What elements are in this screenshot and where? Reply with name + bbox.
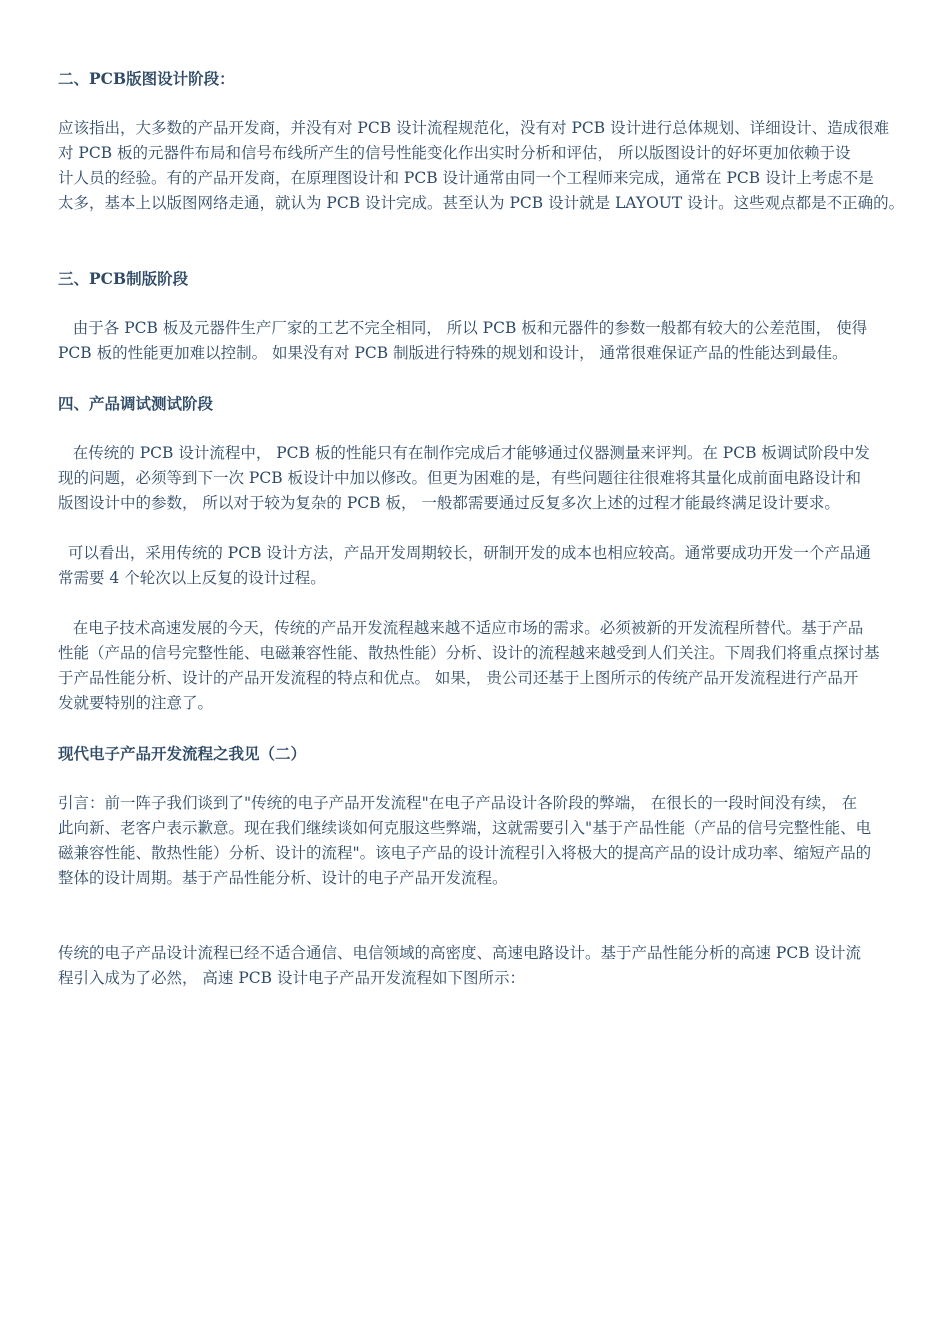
section-heading-debug-test: 四、产品调试测试阶段 <box>58 394 214 413</box>
text-line: 整体的设计周期。基于产品性能分析、设计的电子产品开发流程。 <box>58 869 508 887</box>
paragraph-debug-test <box>58 441 918 516</box>
paragraph-highspeed <box>58 941 918 991</box>
paragraph-cycle <box>58 541 918 591</box>
text-line: 程引入成为了必然， 高速 PCB 设计电子产品开发流程如下图所示： <box>58 969 525 987</box>
text-line: 现的问题，必须等到下一次 PCB 板设计中加以修改。但更为困难的是，有些问题往往很难将其量化成前面电路设计和 <box>58 469 862 487</box>
text-line: 计人员的经验。有的产品开发商，在原理图设计和 PCB 设计通常由同一个工程师来完成，通常在 PCB 设计上考虑不是 <box>58 169 874 187</box>
section-heading-modern: 现代电子产品开发流程之我见（二） <box>58 744 307 763</box>
text-line: 应该指出，大多数的产品开发商，并没有对 PCB 设计流程规范化，没有对 PCB 设计进行总体规划、详细设计、造成很难 <box>58 119 890 137</box>
text-line: 在电子技术高速发展的今天，传统的产品开发流程越来越不适应市场的需求。必须被新的开发流程所替代。基于产品 <box>58 619 864 637</box>
text-line: 对 PCB 板的元器件布局和信号布线所产生的信号性能变化作出实时分析和评估， 所以版图设计的好坏更加依赖于设 <box>58 144 851 162</box>
text-line: PCB 板的性能更加难以控制。 如果没有对 PCB 制版进行特殊的规划和设计， 通常很难保证产品的性能达到最佳。 <box>58 344 848 362</box>
text-line: 可以看出，采用传统的 PCB 设计方法，产品开发周期较长，研制开发的成本也相应较高。通常要成功开发一个产品通 <box>58 544 871 562</box>
text-line: 性能（产品的信号完整性能、电磁兼容性能、散热性能）分析、设计的流程越来越受到人们关注。下周我们将重点探讨基 <box>58 644 880 662</box>
paragraph-modern <box>58 791 918 891</box>
text-line: 引言：前一阵子我们谈到了"传统的电子产品开发流程"在电子产品设计各阶段的弊端， 在很长的一段时间没有续， 在 <box>58 794 858 812</box>
text-line: 磁兼容性能、散热性能）分析、设计的流程"。该电子产品的设计流程引入将极大的提高产品的设计成功率、缩短产品的 <box>58 844 872 862</box>
text-line: 发就要特别的注意了。 <box>58 694 214 712</box>
section-heading-pcb-layout: 二、PCB版图设计阶段： <box>58 69 235 88</box>
text-line: 版图设计中的参数， 所以对于较为复杂的 PCB 板， 一般都需要通过反复多次上述的过程才能最终满足设计要求。 <box>58 494 840 512</box>
text-line: 传统的电子产品设计流程已经不适合通信、电信领域的高密度、高速电路设计。基于产品性能分析的高速 PCB 设计流 <box>58 944 862 962</box>
text-line: 此向新、老客户表示歉意。现在我们继续谈如何克服这些弊端，这就需要引入"基于产品性能（产品的信号完整性能、电 <box>58 819 872 837</box>
paragraph-today <box>58 616 918 716</box>
section-heading-pcb-fab: 三、PCB制版阶段 <box>58 269 189 288</box>
text-line: 常需要 4 个轮次以上反复的设计过程。 <box>58 569 326 587</box>
text-line: 太多，基本上以版图网络走通，就认为 PCB 设计完成。甚至认为 PCB 设计就是 LAYOUT 设计。这些观点都是不正确的。 <box>58 194 905 212</box>
paragraph-pcb-fab <box>58 316 918 366</box>
text-line: 在传统的 PCB 设计流程中， PCB 板的性能只有在制作完成后才能够通过仪器测量来评判。在 PCB 板调试阶段中发 <box>58 444 870 462</box>
paragraph-pcb-layout <box>58 116 918 216</box>
document-page <box>58 66 918 991</box>
text-line: 于产品性能分析、设计的产品开发流程的特点和优点。 如果， 贵公司还基于上图所示的传统产品开发流程进行产品开 <box>58 669 859 687</box>
text-line: 由于各 PCB 板及元器件生产厂家的工艺不完全相同， 所以 PCB 板和元器件的参数一般都有较大的公差范围， 使得 <box>58 319 868 337</box>
